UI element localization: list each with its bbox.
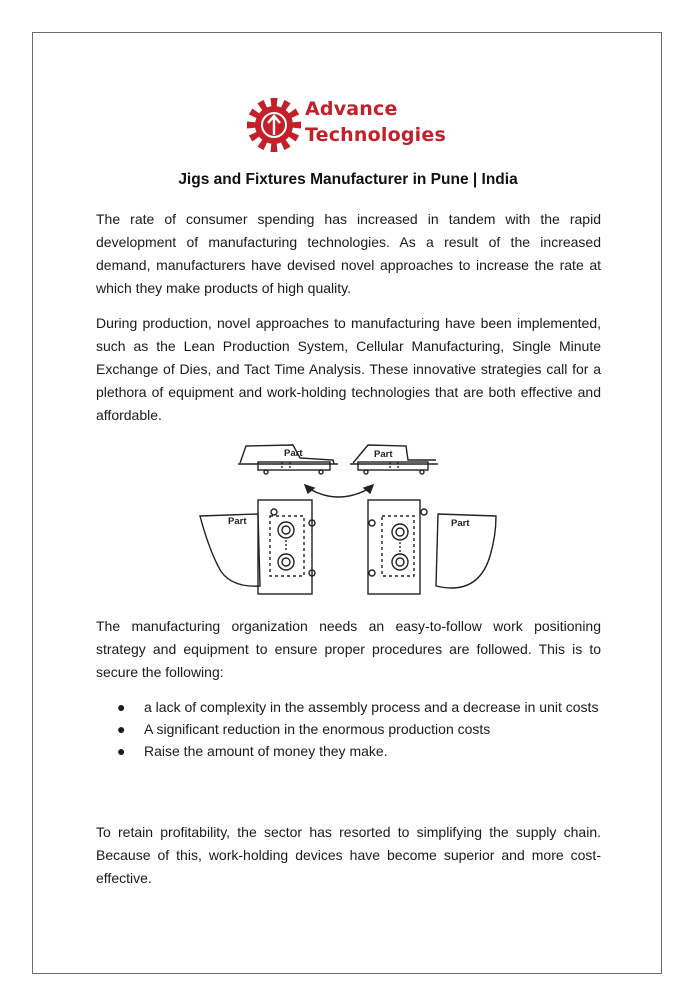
- figure-label-top-left: Part: [284, 448, 303, 459]
- swap-arrow: [308, 488, 370, 497]
- bottom-left-fixture-plate: [258, 500, 312, 594]
- figure-label-top-right: Part: [374, 449, 393, 460]
- logo-text-line1: Advance: [305, 98, 398, 120]
- paragraph-positioning: The manufacturing organization needs an easy-to-follow work positioning strategy and equipment to ensure proper procedures are followed. This is to secure the following:: [96, 618, 601, 680]
- fixture-diagram: [178, 436, 518, 606]
- list-item-text: Raise the amount of money they make.: [144, 743, 388, 759]
- logo-text-line2: Technologies: [305, 124, 446, 146]
- list-item-text: A significant reduction in the enormous production costs: [144, 721, 491, 737]
- paragraph-intro: The rate of consumer spending has increased in tandem with the rapid development of manufacturing technologies. As a result of the increased demand, manufacturers have devised novel approaches to increase the rate at which they make products of high quality.: [96, 211, 601, 296]
- company-logo: [246, 97, 466, 153]
- list-item-text: a lack of complexity in the assembly process and a decrease in unit costs: [144, 699, 599, 715]
- figure-label-bottom-left: Part: [228, 516, 247, 527]
- bullet-icon: ●: [117, 721, 126, 737]
- figure-label-bottom-right: Part: [451, 518, 470, 529]
- paragraph-profitability: To retain profitability, the sector has resorted to simplifying the supply chain. Because of this, work-holding devices have become superior and more cost-effective.: [96, 824, 601, 886]
- list-item: [96, 740, 601, 762]
- top-left-locator-bar: [258, 462, 330, 470]
- bottom-right-fixture-plate: [368, 500, 420, 594]
- top-right-locator-bar: [358, 462, 428, 470]
- bullet-icon: ●: [117, 699, 126, 715]
- benefits-list: [96, 696, 601, 762]
- top-right-part-outline: [353, 445, 436, 463]
- list-item: [96, 696, 601, 718]
- page-title: Jigs and Fixtures Manufacturer in Pune | India: [178, 171, 518, 188]
- gear-arrow-icon: [246, 97, 302, 153]
- bullet-icon: ●: [117, 743, 126, 759]
- paragraph-production: During production, novel approaches to manufacturing have been implemented, such as the Lean Production System, Cellular Manufacturing, Single Minute Exchange of Dies, and Tact Time Analysis. These innovative strategies call for a plethora of equipment and work-holding technologies that are both effective and affordable.: [96, 315, 601, 423]
- list-item: [96, 718, 601, 740]
